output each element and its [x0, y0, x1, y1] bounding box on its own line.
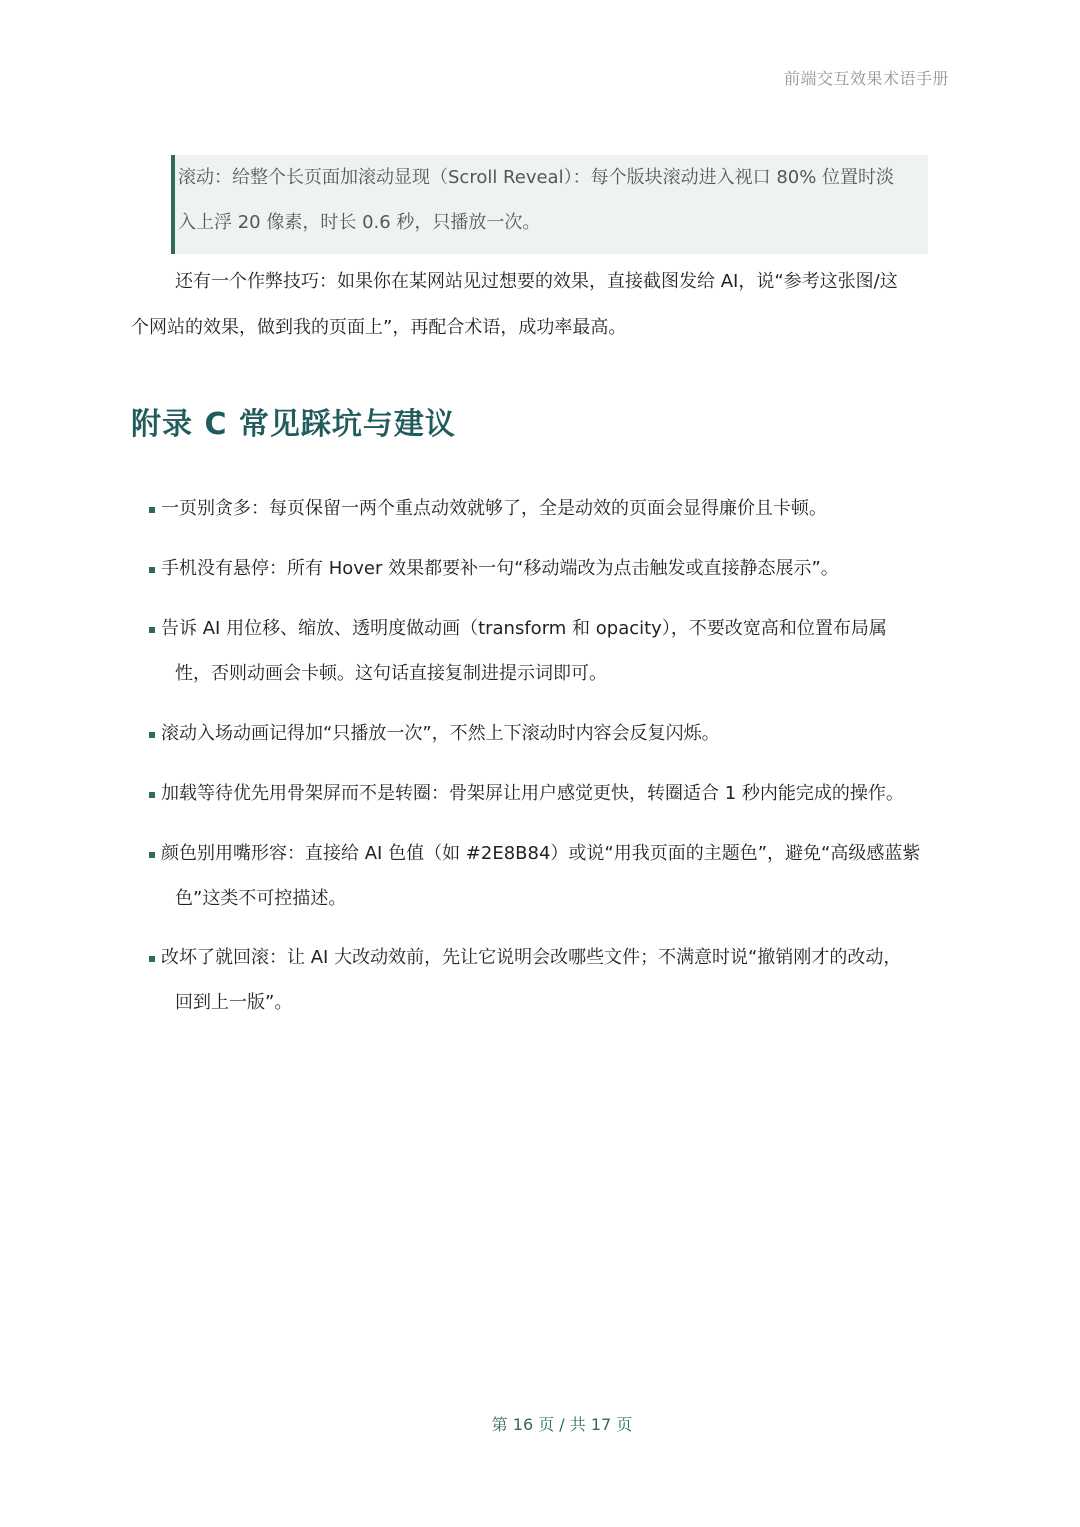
running-header: 前端交互效果术语手册: [783, 69, 949, 88]
list-item-text: 改坏了就回滚：让 AI 大改动效前，先让它说明会改哪些文件；不满意时说“撤销刚才的改动，: [161, 947, 902, 968]
bullet-square-icon: [149, 627, 155, 633]
list-item-text: 性，否则动画会卡顿。这句话直接复制进提示词即可。: [175, 663, 607, 684]
section-heading: 附录 C 常见踩坑与建议: [131, 407, 456, 442]
list-item-text: 手机没有悬停：所有 Hover 效果都要补一句“移动端改为点击触发或直接静态展示”。: [161, 558, 839, 579]
paragraph-line: 个网站的效果，做到我的页面上”，再配合术语，成功率最高。: [131, 317, 627, 338]
bullet-square-icon: [149, 792, 155, 798]
bullet-square-icon: [149, 732, 155, 738]
page-number: 第 16 页 / 共 17 页: [491, 1415, 633, 1434]
callout-line: 滚动：给整个长页面加滚动显现（Scroll Reveal）：每个版块滚动进入视口 80% 位置时淡: [178, 167, 895, 188]
list-item-text: 告诉 AI 用位移、缩放、透明度做动画（transform 和 opacity），不要改宽高和位置布局属: [161, 618, 887, 639]
callout-line: 入上浮 20 像素，时长 0.6 秒，只播放一次。: [178, 212, 541, 233]
list-item-text: 滚动入场动画记得加“只播放一次”，不然上下滚动时内容会反复闪烁。: [161, 723, 720, 744]
list-item-text: 加载等待优先用骨架屏而不是转圈：骨架屏让用户感觉更快，转圈适合 1 秒内能完成的操作。: [161, 783, 904, 804]
callout-block: [171, 155, 928, 254]
list-item-text: 色”这类不可控描述。: [175, 888, 347, 909]
list-item-text: 颜色别用嘴形容：直接给 AI 色值（如 #2E8B84）或说“用我页面的主题色”，避免“高级感蓝紫: [161, 843, 921, 864]
paragraph-line: 还有一个作弊技巧：如果你在某网站见过想要的效果，直接截图发给 AI，说“参考这张图/这: [175, 271, 898, 292]
list-item-text: 一页别贪多：每页保留一两个重点动效就够了，全是动效的页面会显得廉价且卡顿。: [161, 498, 827, 519]
list-item-text: 回到上一版”。: [175, 992, 293, 1013]
bullet-square-icon: [149, 956, 155, 962]
bullet-square-icon: [149, 567, 155, 573]
bullet-square-icon: [149, 852, 155, 858]
bullet-square-icon: [149, 507, 155, 513]
